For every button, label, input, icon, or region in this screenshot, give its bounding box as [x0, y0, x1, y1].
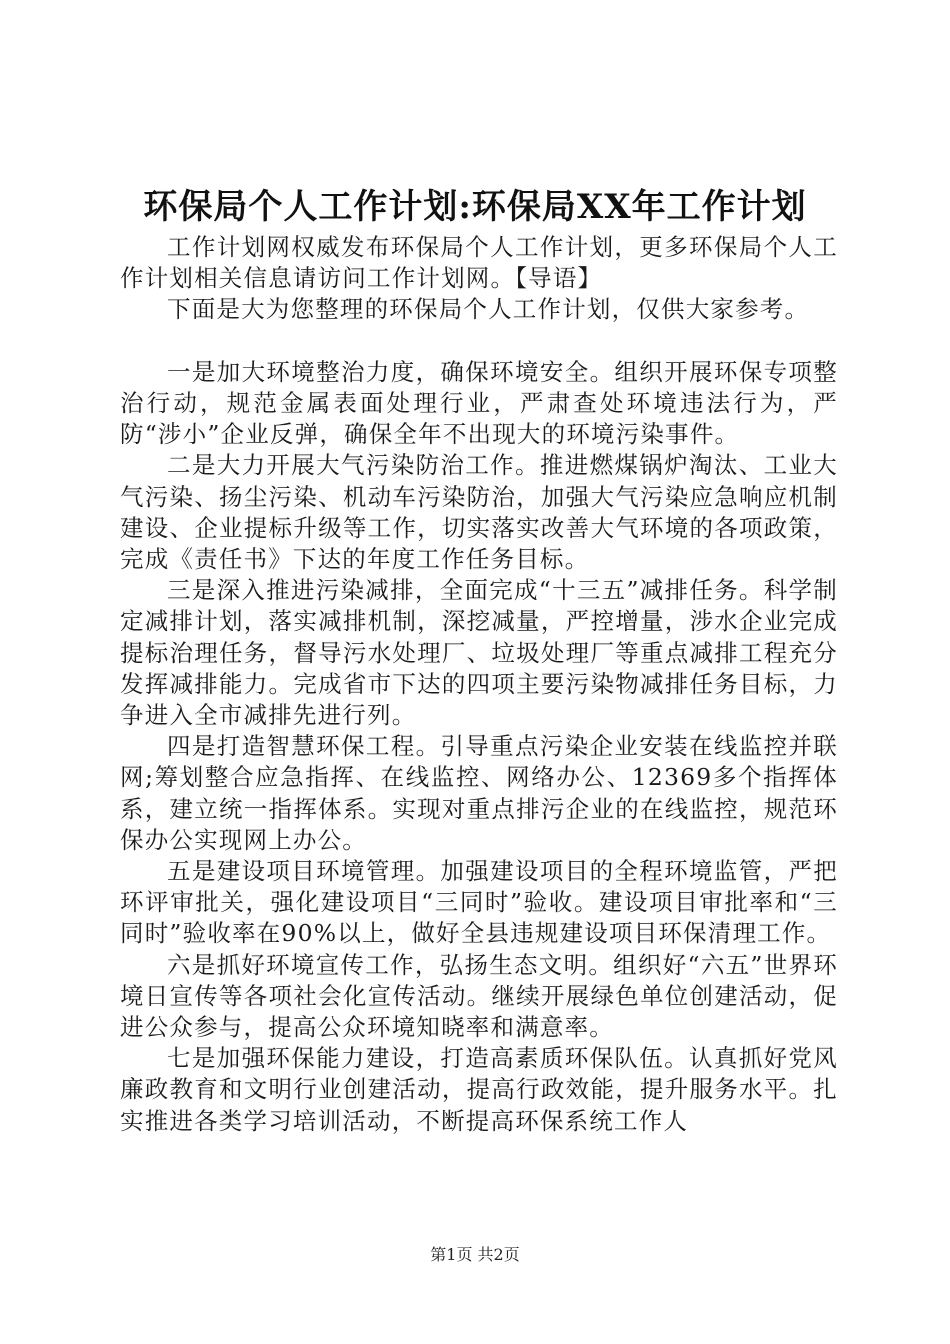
intro-paragraph: 工作计划网权威发布环保局个人工作计划，更多环保局个人工作计划相关信息请访问工作计划网。【导语】 [120, 233, 838, 293]
body-paragraph: 三是深入推进污染减排，全面完成“十三五”减排任务。科学制定减排计划，落实减排机制，深挖减量，严控增量，涉水企业完成提标治理任务，督导污水处理厂、垃圾处理厂等重点减排工程充分发挥减排能力。完成省市下达的四项主要污染物减排任务目标，力争进入全市减排先进行列。 [120, 576, 838, 730]
body-paragraph: 二是大力开展大气污染防治工作。推进燃煤锅炉淘汰、工业大气污染、扬尘污染、机动车污染防治，加强大气污染应急响应机制建设、企业提标升级等工作，切实落实改善大气环境的各项政策，完成《责任书》下达的年度工作任务目标。 [120, 451, 838, 574]
document-body [120, 232, 838, 1137]
intro-paragraph: 下面是大为您整理的环保局个人工作计划，仅供大家参考。 [167, 295, 810, 324]
body-paragraph: 一是加大环境整治力度，确保环境安全。组织开展环保专项整治行动，规范金属表面处理行业，严肃查处环境违法行为，严防“涉小”企业反弹，确保全年不出现大的环境污染事件。 [120, 357, 838, 449]
page-footer: 第1页 共2页 [430, 1245, 520, 1264]
document-title: 环保局个人工作计划:环保局XX年工作计划 [143, 187, 807, 227]
body-paragraph: 七是加强环保能力建设，打造高素质环保队伍。认真抓好党风廉政教育和文明行业创建活动，提高行政效能，提升服务水平。扎实推进各类学习培训活动，不断提高环保系统工作人 [120, 1044, 838, 1135]
body-paragraph: 四是打造智慧环保工程。引导重点污染企业安装在线监控并联网;筹划整合应急指挥、在线监控、网络办公、12369多个指挥体系，建立统一指挥体系。实现对重点排污企业的在线监控，规范环保办公实现网上办公。 [120, 732, 838, 854]
body-paragraph: 六是抓好环境宣传工作，弘扬生态文明。组织好“六五”世界环境日宣传等各项社会化宣传活动。继续开展绿色单位创建活动，促进公众参与，提高公众环境知晓率和满意率。 [120, 950, 838, 1042]
body-paragraph: 五是建设项目环境管理。加强建设项目的全程环境监管，严把环评审批关，强化建设项目“三同时”验收。建设项目审批率和“三同时”验收率在90%以上，做好全县违规建设项目环保清理工作。 [120, 857, 838, 948]
blank-line [120, 326, 838, 357]
